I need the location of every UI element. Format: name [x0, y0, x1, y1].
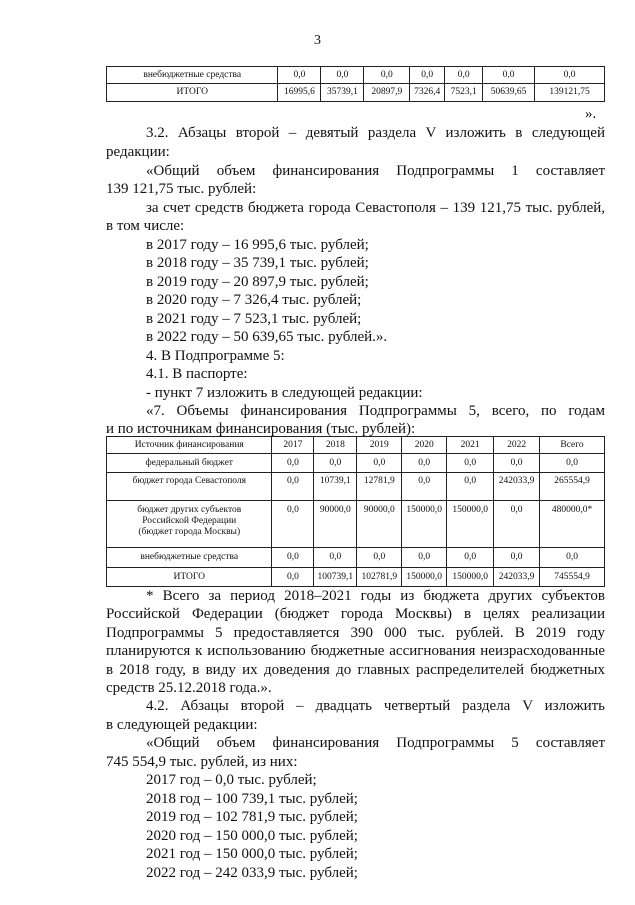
- paragraph-line: редакции:: [106, 144, 170, 160]
- paragraph-line: - пункт 7 изложить в следующей редакции:: [146, 385, 423, 401]
- paragraph-line: «Общий объем финансирования Подпрограммы 5 составляет: [146, 735, 605, 751]
- table-cell: 12781,9: [357, 473, 402, 501]
- paragraph-line: в 2018 году – 35 739,1 тыс. рублей;: [146, 255, 369, 271]
- column-header: Всего: [540, 437, 605, 454]
- paragraph-line: и по источникам финансирования (тыс. рублей):: [106, 421, 416, 437]
- table-cell: 90000,0: [314, 501, 357, 548]
- table-cell: 139121,75: [535, 84, 605, 102]
- table-cell: 0,0: [483, 67, 535, 84]
- column-header: Источник финансирования: [107, 437, 272, 454]
- row-label: внебюджетные средства: [107, 67, 278, 84]
- subprogram-1-financing-table-tail: [106, 66, 605, 102]
- table-cell: 0,0: [402, 454, 447, 473]
- table-cell: 150000,0: [402, 568, 447, 587]
- table-cell: 242033,9: [494, 473, 540, 501]
- table-cell: 0,0: [278, 67, 321, 84]
- paragraph-line: 139 121,75 тыс. рублей:: [106, 181, 257, 197]
- table-cell: 0,0: [402, 548, 447, 568]
- table-cell: 0,0: [272, 454, 314, 473]
- table-cell: 0,0: [447, 454, 494, 473]
- table-cell: 0,0: [314, 454, 357, 473]
- paragraph-line: 745 554,9 тыс. рублей, из них:: [106, 754, 298, 770]
- table-cell: 0,0: [494, 501, 540, 548]
- table-header-row: [107, 437, 605, 454]
- table-cell: 35739,1: [321, 84, 364, 102]
- table-row: [107, 548, 605, 568]
- table-cell: 0,0: [272, 548, 314, 568]
- row-label: федеральный бюджет: [107, 454, 272, 473]
- table-cell: 745554,9: [540, 568, 605, 587]
- table-cell: 0,0: [447, 548, 494, 568]
- table-cell: 0,0: [494, 548, 540, 568]
- table-cell: 20897,9: [364, 84, 410, 102]
- row-label-line: (бюджет города Москвы): [138, 527, 241, 537]
- table-cell: 150000,0: [447, 501, 494, 548]
- page-number: 3: [314, 33, 321, 48]
- table-cell: 0,0: [410, 67, 445, 84]
- footnote-line: в 2018 году, в виду их доведения до главных распределителей бюджетных: [106, 662, 605, 678]
- paragraph-line: 4.2. Абзацы второй – двадцать четвертый раздела V изложить: [146, 698, 605, 714]
- column-header: 2019: [357, 437, 402, 454]
- table-cell: 0,0: [540, 454, 605, 473]
- table-row: [107, 473, 605, 501]
- paragraph-line: 4.1. В паспорте:: [146, 366, 248, 382]
- paragraph-line: в том числе:: [106, 218, 185, 234]
- row-label-line: бюджет других субъектов: [137, 505, 242, 515]
- table-row: [107, 568, 605, 587]
- paragraph-line: в 2019 году – 20 897,9 тыс. рублей;: [146, 274, 369, 290]
- table-cell: 265554,9: [540, 473, 605, 501]
- table-cell: 0,0: [535, 67, 605, 84]
- paragraph-line: 2019 год – 102 781,9 тыс. рублей;: [146, 809, 358, 825]
- table-row: [107, 84, 605, 102]
- table-cell: 0,0: [272, 568, 314, 587]
- table-cell: 102781,9: [357, 568, 402, 587]
- paragraph-line: 2020 год – 150 000,0 тыс. рублей;: [146, 828, 358, 844]
- paragraph-line: 2022 год – 242 033,9 тыс. рублей;: [146, 865, 358, 881]
- quote-close: ».: [585, 106, 597, 122]
- paragraph-line: «Общий объем финансирования Подпрограммы 1 составляет: [146, 163, 605, 179]
- table-cell: 0,0: [357, 548, 402, 568]
- column-header: 2021: [447, 437, 494, 454]
- paragraph-line: за счет средств бюджета города Севастополя – 139 121,75 тыс. рублей,: [146, 200, 605, 216]
- row-label-line: Российской Федерации: [142, 516, 237, 526]
- footnote-line: * Всего за период 2018–2021 годы из бюджета других субъектов: [146, 588, 605, 604]
- table-cell: 7326,4: [410, 84, 445, 102]
- row-label: бюджет города Севастополя: [107, 473, 272, 501]
- footnote-line: Российской Федерации (бюджет города Москвы) в целях реализации: [106, 606, 605, 622]
- paragraph-line: в 2020 году – 7 326,4 тыс. рублей;: [146, 292, 362, 308]
- table-cell: 0,0: [272, 501, 314, 548]
- footnote-line: Подпрограммы 5 предоставляется 390 000 тыс. рублей. В 2019 году: [106, 625, 605, 641]
- table-cell: 150000,0: [447, 568, 494, 587]
- paragraph-line: 2021 год – 150 000,0 тыс. рублей;: [146, 846, 358, 862]
- table-cell: 0,0: [402, 473, 447, 501]
- column-header: 2022: [494, 437, 540, 454]
- table-cell: 480000,0*: [540, 501, 605, 548]
- paragraph-line: в следующей редакции:: [106, 717, 258, 733]
- table-cell: 0,0: [272, 473, 314, 501]
- paragraph-line: 2018 год – 100 739,1 тыс. рублей;: [146, 791, 358, 807]
- table-cell: 150000,0: [402, 501, 447, 548]
- table-cell: 0,0: [364, 67, 410, 84]
- table-cell: 50639,65: [483, 84, 535, 102]
- row-label: ИТОГО: [107, 568, 272, 587]
- table-cell: 16995,6: [278, 84, 321, 102]
- footnote-line: средств 25.12.2018 года.».: [106, 680, 272, 696]
- table-row: [107, 67, 605, 84]
- subprogram-5-financing-table: [106, 436, 605, 587]
- column-header: 2017: [272, 437, 314, 454]
- paragraph-line: в 2017 году – 16 995,6 тыс. рублей;: [146, 237, 369, 253]
- table-cell: 90000,0: [357, 501, 402, 548]
- table-row: [107, 454, 605, 473]
- row-label: ИТОГО: [107, 84, 278, 102]
- table-row: [107, 501, 605, 548]
- table-cell: 100739,1: [314, 568, 357, 587]
- row-label: [107, 501, 272, 548]
- paragraph-line: в 2021 году – 7 523,1 тыс. рублей;: [146, 311, 362, 327]
- paragraph-line: 2017 год – 0,0 тыс. рублей;: [146, 772, 317, 788]
- paragraph-line: 4. В Подпрограмме 5:: [146, 348, 285, 364]
- column-header: 2018: [314, 437, 357, 454]
- table-cell: 0,0: [314, 548, 357, 568]
- paragraph-line: «7. Объемы финансирования Подпрограммы 5, всего, по годам: [146, 403, 605, 419]
- table-cell: 0,0: [494, 454, 540, 473]
- column-header: 2020: [402, 437, 447, 454]
- table-cell: 242033,9: [494, 568, 540, 587]
- paragraph-line: 3.2. Абзацы второй – девятый раздела V изложить в следующей: [146, 125, 605, 141]
- table-cell: 0,0: [540, 548, 605, 568]
- table-cell: 7523,1: [445, 84, 483, 102]
- table-cell: 0,0: [445, 67, 483, 84]
- paragraph-line: в 2022 году – 50 639,65 тыс. рублей.».: [146, 329, 388, 345]
- footnote-line: планируются к использованию бюджетные ассигнования неизрасходованные: [106, 643, 605, 659]
- row-label: внебюджетные средства: [107, 548, 272, 568]
- table-cell: 0,0: [447, 473, 494, 501]
- table-cell: 0,0: [321, 67, 364, 84]
- table-cell: 0,0: [357, 454, 402, 473]
- table-cell: 10739,1: [314, 473, 357, 501]
